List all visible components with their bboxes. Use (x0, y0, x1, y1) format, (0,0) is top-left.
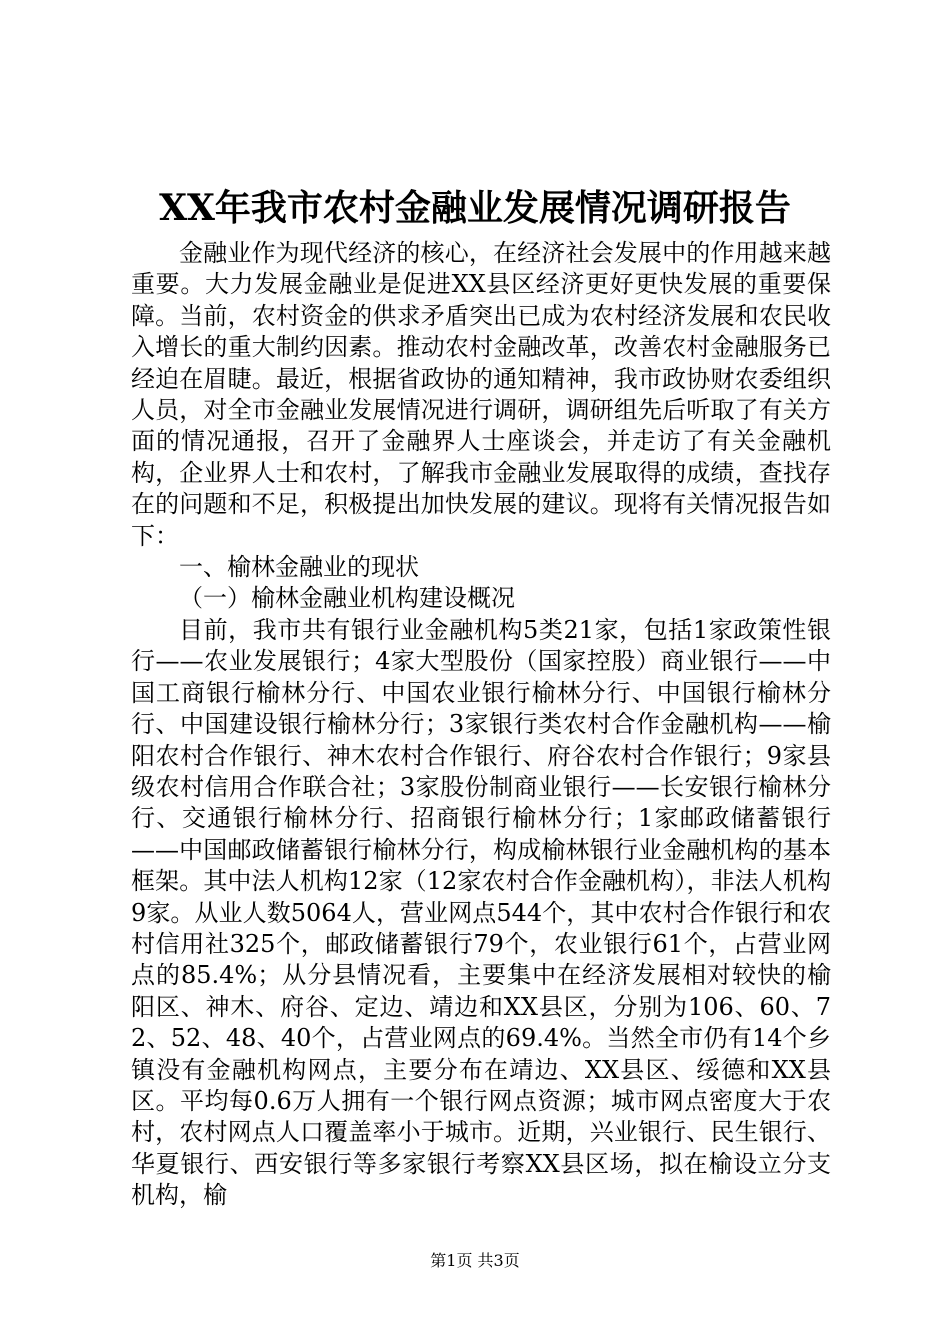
body-paragraph: 目前，我市共有银行业金融机构5类21家，包括1家政策性银行——农业发展银行；4家大型股份（国家控股）商业银行——中国工商银行榆林分行、中国农业银行榆林分行、中国银行榆林分行、中国建设银行榆林分行；3家银行类农村合作金融机构——榆阳农村合作银行、神木农村合作银行、府谷农村合作银行；9家县级农村信用合作联合社；3家股份制商业银行——长安银行榆林分行、交通银行榆林分行、招商银行榆林分行；1家邮政储蓄银行——中国邮政储蓄银行榆林分行，构成榆林银行业金融机构的基本框架。其中法人机构12家（12家农村合作金融机构），非法人机构9家。从业人数5064人，营业网点544个，其中农村合作银行和农村信用社325个，邮政储蓄银行79个，农业银行61个，占营业网点的85.4%；从分县情况看，主要集中在经济发展相对较快的榆阳区、神木、府谷、定边、靖边和XX县区，分别为106、60、72、52、48、40个，占营业网点的69.4%。当然全市仍有14个乡镇没有金融机构网点，主要分布在靖边、XX县区、绥德和XX县区。平均每0.6万人拥有一个银行网点资源；城市网点密度大于农村，农村网点人口覆盖率小于城市。近期，兴业银行、民生银行、华夏银行、西安银行等多家银行考察XX县区场，拟在榆设立分支机构，榆 (131, 615, 831, 1210)
document-title: XX年我市农村金融业发展情况调研报告 (159, 187, 791, 229)
section-heading: 一、榆林金融业的现状 (179, 553, 419, 582)
subsection-heading: （一）榆林金融业机构建设概况 (179, 584, 515, 613)
intro-paragraph: 金融业作为现代经济的核心，在经济社会发展中的作用越来越重要。大力发展金融业是促进XX县区经济更好更快发展的重要保障。当前，农村资金的供求矛盾突出已成为农村经济发展和农民收入增长的重大制约因素。推动农村金融改革，改善农村金融服务已经迫在眉睫。最近，根据省政协的通知精神，我市政协财农委组织人员，对全市金融业发展情况进行调研，调研组先后听取了有关方面的情况通报，召开了金融界人士座谈会，并走访了有关金融机构，企业界人士和农村，了解我市金融业发展取得的成绩，查找存在的问题和不足，积极提出加快发展的建议。现将有关情况报告如下： (131, 239, 831, 550)
page-footer: 第1页 共3页 (430, 1251, 520, 1270)
document-body (131, 238, 831, 1212)
